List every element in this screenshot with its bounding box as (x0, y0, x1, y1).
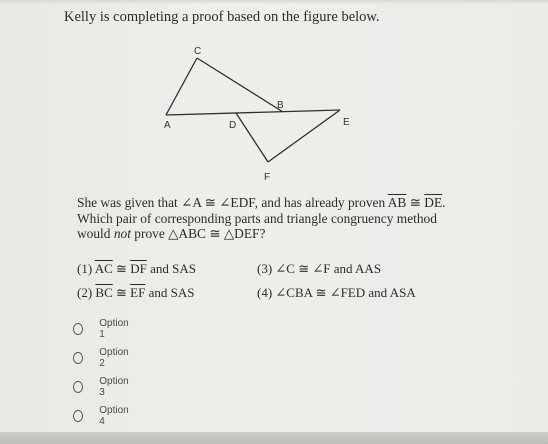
prompt-text: prove △ABC ≅ △DEF? (130, 226, 266, 241)
segment-ab-symbol: $\overline{AB}$ (387, 195, 407, 210)
option-1[interactable] (73, 318, 130, 340)
segment-fe (268, 110, 340, 162)
segment-ef-symbol: $\overline{EF}$ (130, 285, 146, 300)
prompt-not-emphasis: not (113, 226, 131, 241)
segment-ac (166, 58, 197, 115)
label-c: C (194, 46, 202, 57)
choice-method: and SAS (146, 261, 196, 276)
choice-2 (77, 285, 194, 301)
prompt-line-2: Which pair of corresponding parts and triangle congruency method (77, 210, 437, 226)
radio-button-icon[interactable] (73, 352, 83, 364)
segment-de-symbol: $\overline{DE}$ (424, 195, 443, 210)
congruent-symbol: ≅ (112, 261, 131, 276)
question-prompt (77, 195, 477, 242)
question-intro: Kelly is completing a proof based on the figure below. (64, 9, 380, 25)
radio-button-icon[interactable] (73, 410, 83, 422)
radio-button-icon[interactable] (73, 381, 83, 393)
choice-number: (2) (77, 285, 93, 300)
prompt-line-3 (77, 226, 477, 242)
segment-ac-symbol: $\overline{AC}$ (94, 261, 113, 276)
option-label: Option 3 (99, 376, 129, 398)
prompt-text: She was given that ∠A ≅ ∠EDF, and has already proven (77, 195, 388, 210)
choice-4: (4) ∠CBA ≅ ∠FED and ASA (257, 285, 416, 300)
option-2[interactable] (73, 347, 130, 369)
segment-df-symbol: $\overline{DF}$ (130, 261, 147, 276)
option-label: Option 1 (99, 318, 129, 340)
congruent-symbol: ≅ (112, 285, 131, 300)
prompt-period: . (442, 195, 446, 210)
choice-1 (77, 261, 196, 277)
prompt-line-1 (77, 195, 477, 211)
label-a: A (164, 120, 171, 131)
choice-3: (3) ∠C ≅ ∠F and AAS (257, 261, 382, 276)
segment-ae (166, 110, 340, 115)
radio-button-icon[interactable] (73, 323, 83, 335)
segment-cb (197, 58, 283, 112)
option-label: Option 4 (99, 405, 129, 427)
bottom-bar (0, 432, 548, 444)
label-f: F (264, 172, 271, 183)
choice-number: (1) (77, 261, 93, 276)
prompt-text: would (77, 226, 114, 241)
option-3[interactable] (73, 376, 130, 398)
triangle-figure (0, 0, 548, 200)
choice-method: and SAS (145, 285, 195, 300)
label-e: E (343, 117, 350, 128)
option-label: Option 2 (99, 347, 129, 369)
segment-bc-symbol: $\overline{BC}$ (95, 285, 113, 300)
segment-df (236, 113, 268, 162)
label-d: D (229, 120, 237, 131)
label-b: B (277, 100, 284, 111)
option-4[interactable] (73, 405, 130, 427)
congruent-symbol: ≅ (406, 195, 425, 210)
